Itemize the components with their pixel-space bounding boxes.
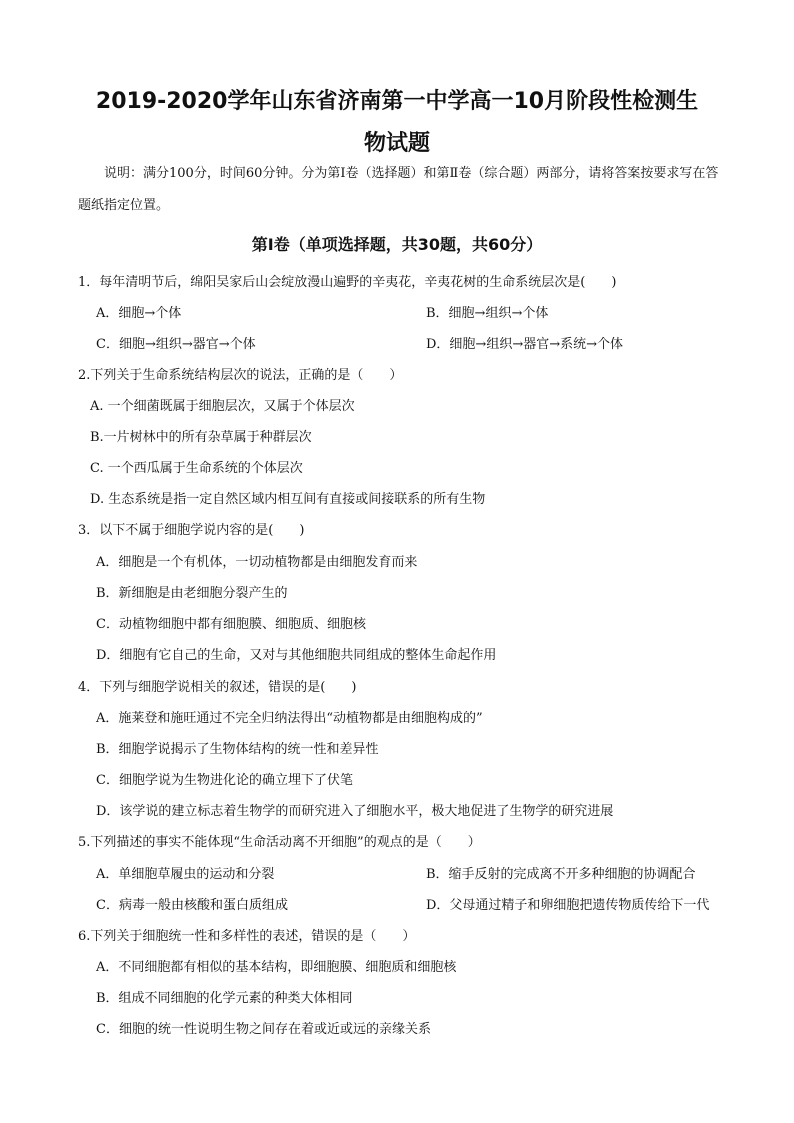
question-4-option-c: C．细胞学说为生物进化论的确立埋下了伏笔: [96, 773, 353, 788]
question-1-option-b: B．细胞→组织→个体: [426, 306, 549, 321]
question-2-option-d: D. 生态系统是指一定自然区域内相互间有直接或间接联系的所有生物: [90, 492, 486, 507]
question-2-option-a: A. 一个细菌既属于细胞层次，又属于个体层次: [90, 399, 355, 414]
question-3-option-d: D．细胞有它自己的生命，又对与其他细胞共同组成的整体生命起作用: [96, 648, 497, 663]
question-5-option-d: D．父母通过精子和卵细胞把遗传物质传给下一代: [426, 898, 710, 913]
question-1-option-c: C．细胞→组织→器官→个体: [96, 337, 256, 352]
question-6-option-b: B．组成不同细胞的化学元素的种类大体相同: [96, 991, 353, 1006]
question-6-option-c: C．细胞的统一性说明生物之间存在着或近或远的亲缘关系: [96, 1022, 431, 1037]
question-1-stem: 1．每年清明节后，绵阳吴家后山会绽放漫山遍野的辛夷花，辛夷花树的生命系统层次是( ): [78, 275, 617, 290]
question-1-option-a: A．细胞→个体: [96, 306, 182, 321]
question-5-stem: 5.下列描述的事实不能体现“生命活动离不开细胞”的观点的是（ ）: [78, 835, 481, 850]
question-3-option-b: B．新细胞是由老细胞分裂产生的: [96, 586, 288, 601]
question-6-stem: 6.下列关于细胞统一性和多样性的表述，错误的是（ ）: [78, 929, 416, 944]
question-2-option-b: B.一片树林中的所有杂草属于种群层次: [90, 430, 312, 445]
document-title-line-1: 2019-2020学年山东省济南第一中学高一10月阶段性检测生: [95, 89, 699, 114]
question-2-option-c: C. 一个西瓜属于生命系统的个体层次: [90, 461, 303, 476]
question-3-option-c: C．动植物细胞中都有细胞膜、细胞质、细胞核: [96, 617, 366, 632]
question-5-option-b: B．缩手反射的完成离不开多种细胞的协调配合: [426, 867, 696, 882]
exam-instructions: 说明：满分100分，时间60分钟。分为第Ⅰ卷（选择题）和第Ⅱ卷（综合题）两部分，请将答案按要求写在答题纸指定位置。: [78, 166, 719, 213]
question-1-option-d: D．细胞→组织→器官→系统→个体: [426, 337, 623, 352]
question-4-stem: 4．下列与细胞学说相关的叙述，错误的是( ): [78, 680, 357, 695]
question-4-option-b: B．细胞学说揭示了生物体结构的统一性和差异性: [96, 742, 379, 757]
question-3-stem: 3．以下不属于细胞学说内容的是( ): [78, 523, 305, 538]
question-3-option-a: A．细胞是一个有机体，一切动植物都是由细胞发育而来: [96, 555, 418, 570]
section-title: 第Ⅰ卷（单项选择题，共30题，共60分）: [251, 235, 543, 254]
document-title-line-2: 物试题: [363, 131, 430, 156]
question-4-option-a: A．施莱登和施旺通过不完全归纳法得出“动植物都是由细胞构成的”: [96, 711, 483, 726]
question-2-stem: 2.下列关于生命系统结构层次的说法，正确的是（ ）: [78, 368, 403, 383]
question-5-option-a: A．单细胞草履虫的运动和分裂: [96, 867, 275, 882]
question-4-option-d: D．该学说的建立标志着生物学的而研究进入了细胞水平，极大地促进了生物学的研究进展: [96, 804, 614, 819]
question-6-option-a: A．不同细胞都有相似的基本结构，即细胞膜、细胞质和细胞核: [96, 960, 457, 975]
question-5-option-c: C．病毒一般由核酸和蛋白质组成: [96, 898, 288, 913]
